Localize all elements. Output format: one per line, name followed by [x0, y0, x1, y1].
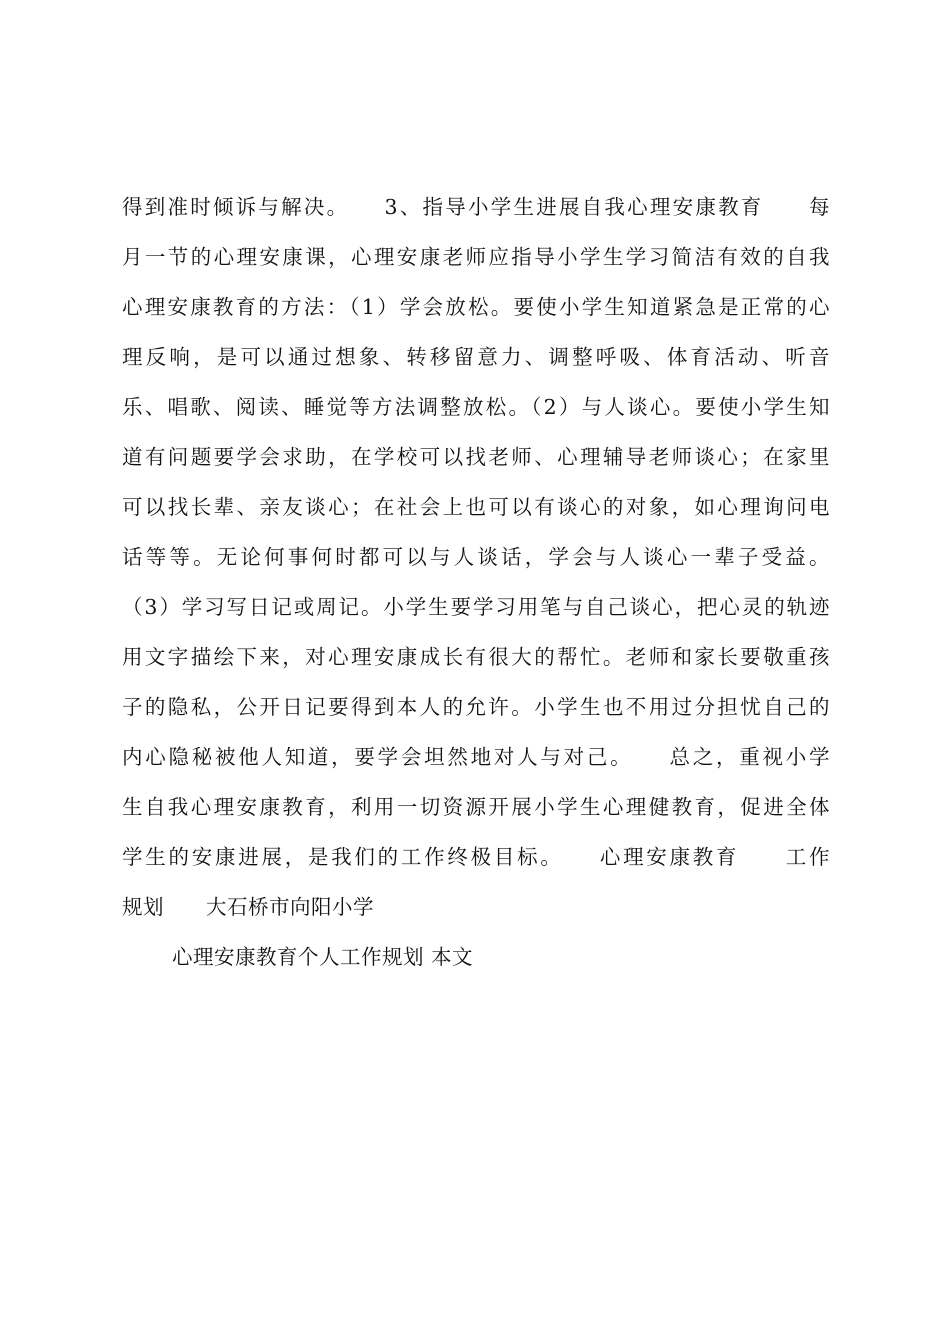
footer-text-line: 心理安康教育个人工作规划 本文: [172, 945, 474, 969]
body-text-line-14: 学生的安康进展，是我们的工作终极目标。 心理安康教育 工作: [122, 845, 830, 869]
body-text-line-7: 可以找长辈、亲友谈心；在社会上也可以有谈心的对象，如心理询问电: [122, 495, 830, 519]
body-text-line-3: 心理安康教育的方法：（1）学会放松。要使小学生知道紧急是正常的心: [122, 295, 830, 319]
body-text-line-11: 子的隐私，公开日记要得到本人的允许。小学生也不用过分担忧自己的: [122, 695, 830, 719]
body-text-line-2: 月一节的心理安康课，心理安康老师应指导小学生学习简洁有效的自我: [122, 245, 830, 269]
body-text-line-8: 话等等。无论何事何时都可以与人谈话，学会与人谈心一辈子受益。: [122, 545, 830, 569]
body-text-line-12: 内心隐秘被他人知道，要学会坦然地对人与对己。 总之，重视小学: [122, 745, 830, 769]
body-text-line-6: 道有问题要学会求助，在学校可以找老师、心理辅导老师谈心；在家里: [122, 445, 830, 469]
body-text-line-10: 用文字描绘下来，对心理安康成长有很大的帮忙。老师和家长要敬重孩: [122, 645, 830, 669]
body-text-line-13: 生自我心理安康教育，利用一切资源开展小学生心理健教育，促进全体: [122, 795, 830, 819]
body-text-line-5: 乐、唱歌、阅读、睡觉等方法调整放松。（2）与人谈心。要使小学生知: [122, 395, 830, 419]
body-text-line-1: 得到准时倾诉与解决。 3、指导小学生进展自我心理安康教育 每: [122, 195, 830, 219]
body-text-line-9: （3）学习写日记或周记。小学生要学习用笔与自己谈心，把心灵的轨迹: [122, 595, 830, 619]
body-text-line-15: 规划 大石桥市向阳小学: [122, 895, 374, 919]
body-text-line-4: 理反响，是可以通过想象、转移留意力、调整呼吸、体育活动、听音: [122, 345, 830, 369]
